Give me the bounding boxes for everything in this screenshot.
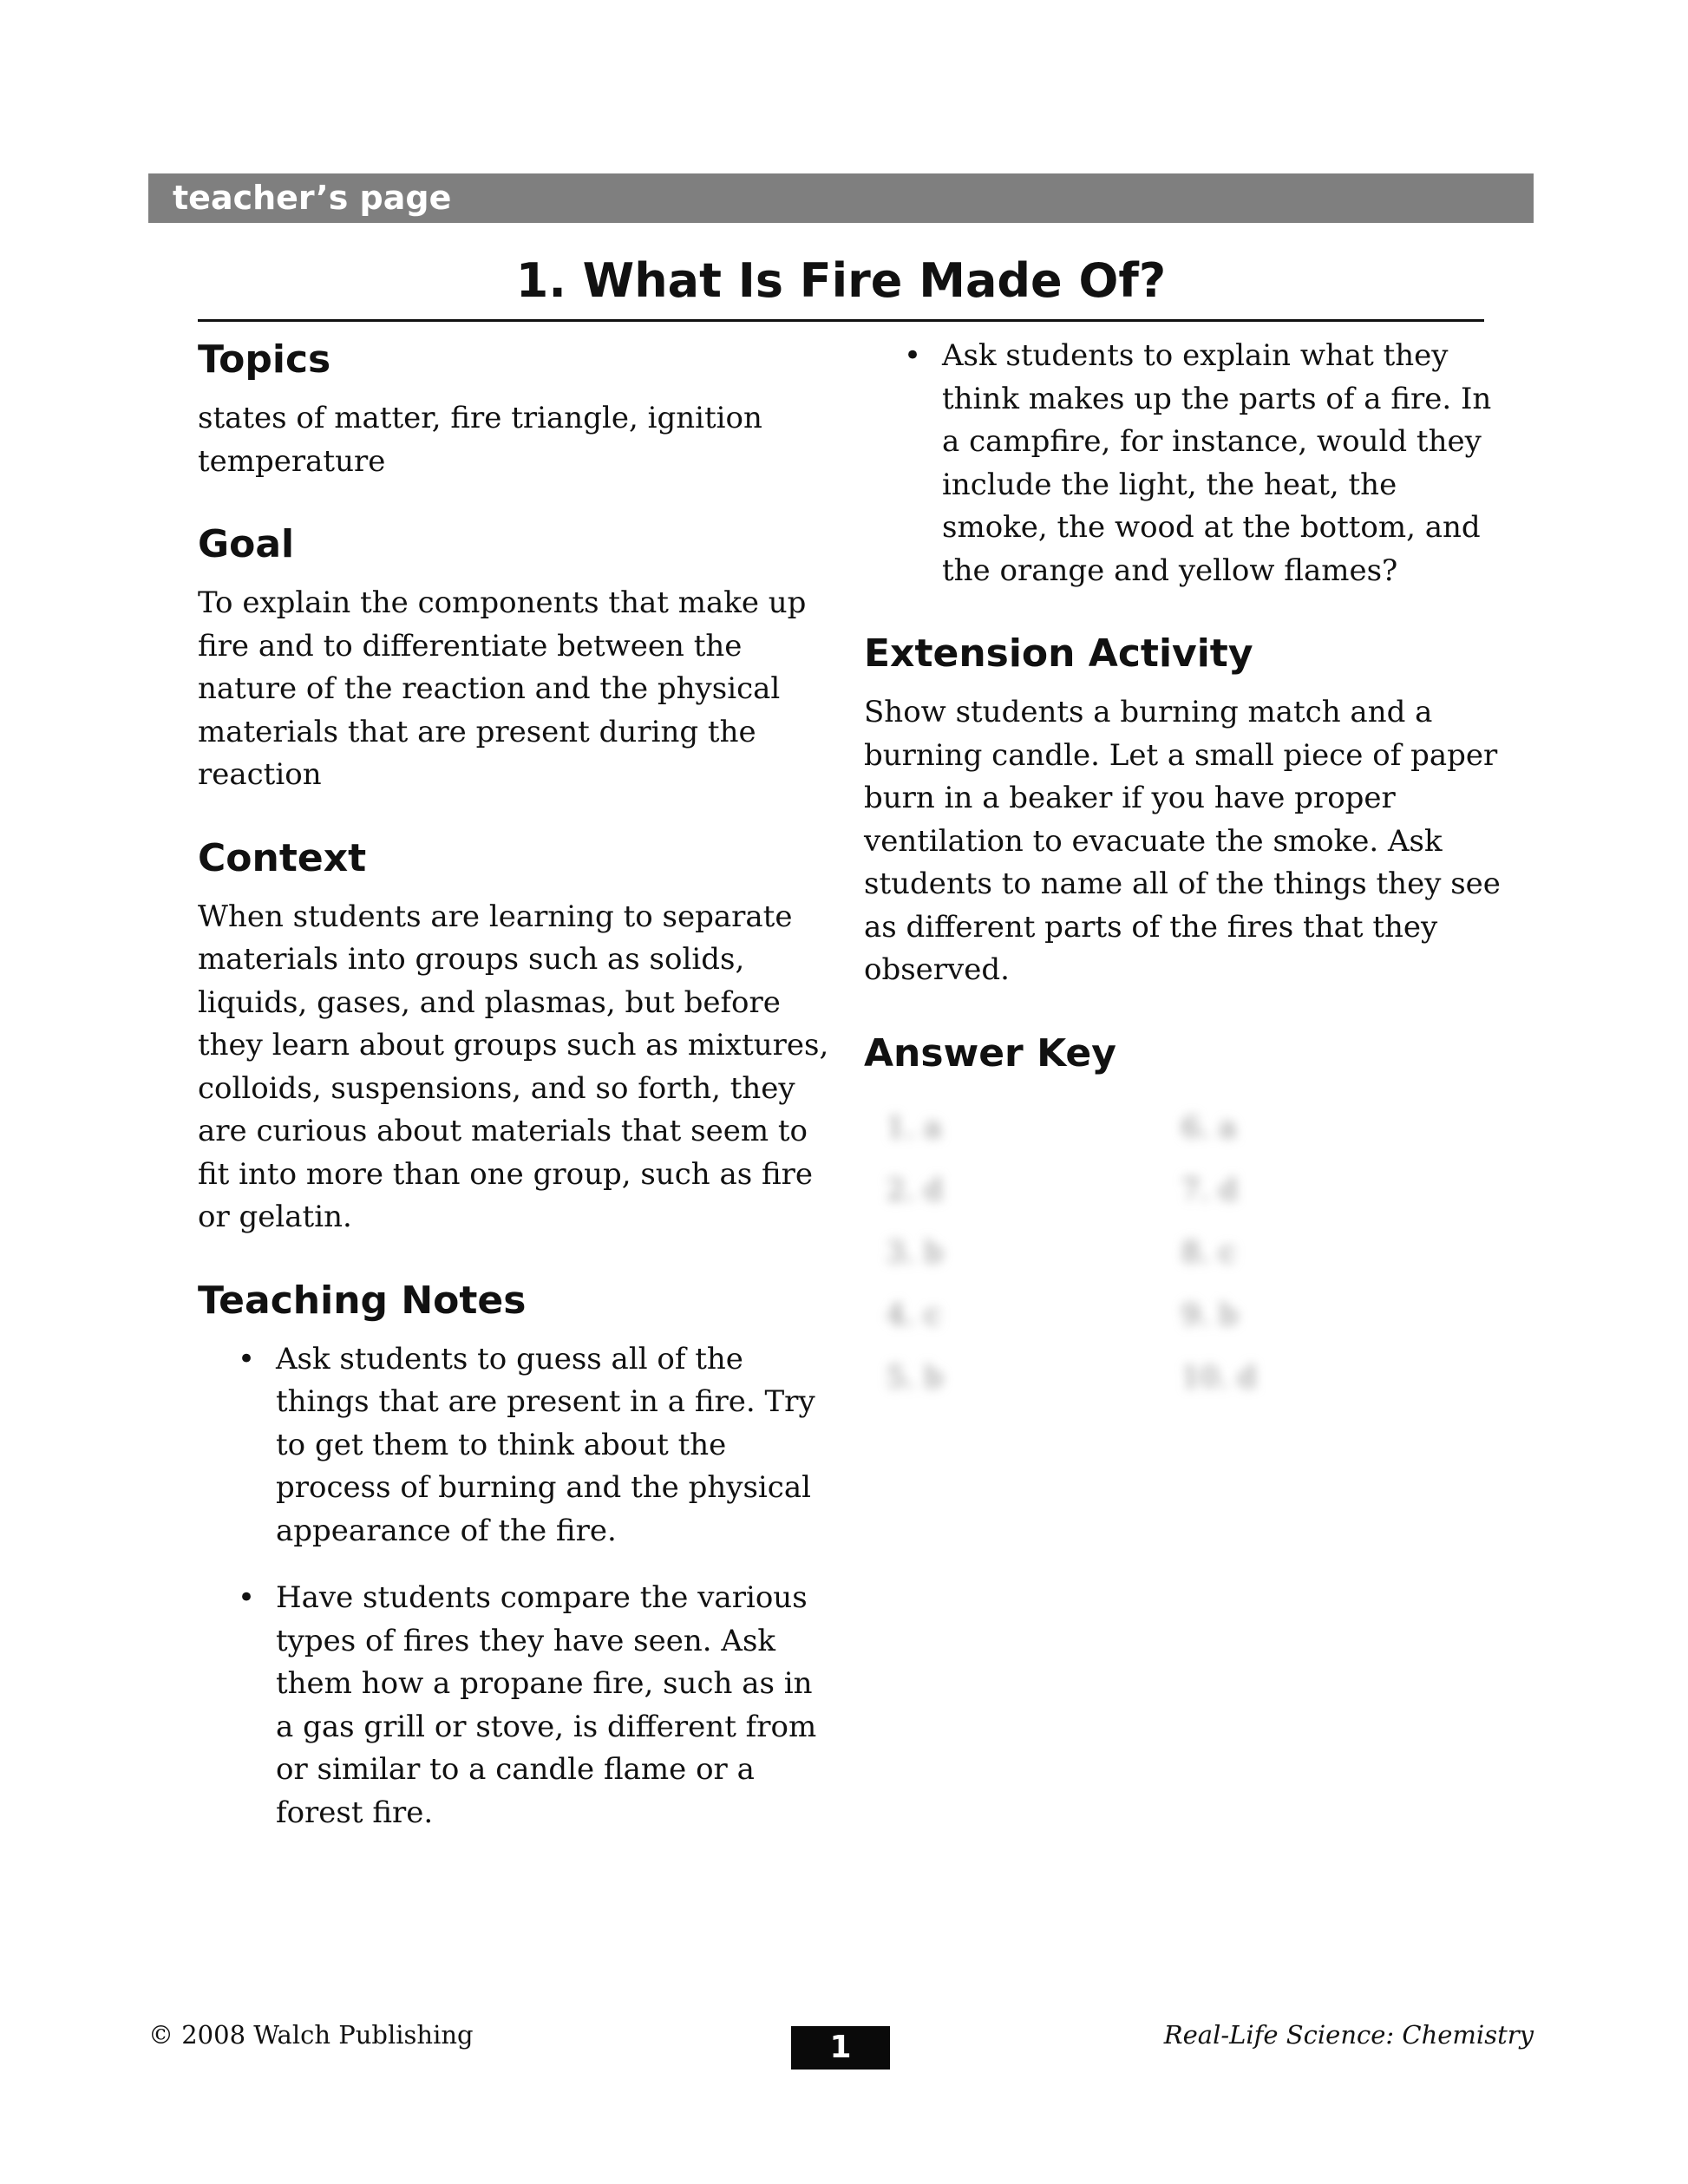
extension-activity-heading: Extension Activity	[864, 631, 1253, 676]
answer-item: 4. c	[887, 1297, 941, 1332]
list-item-text: Have students compare the various types of fires they have seen. Ask them how a propane fire, such as in a gas grill or stove, is different from or similar to a candle flame or a forest fire.	[276, 1580, 817, 1830]
list-item	[864, 335, 1506, 592]
list-item	[198, 1338, 835, 1553]
list-item	[198, 1577, 835, 1834]
extension-activity-text: Show students a burning match and a burning candle. Let a small piece of paper burn in a beaker if you have proper ventilation to evacuate the smoke. Ask students to name all of the things they see as different parts of the fires that they observed.	[864, 695, 1501, 987]
topics-text: states of matter, fire triangle, ignition temperature	[198, 401, 762, 479]
bullet-icon: •	[238, 1580, 256, 1615]
list-item-text: Ask students to guess all of the things that are present in a fire. Try to get them to think about the process of burning and the physical appearance of the fire.	[276, 1341, 815, 1548]
goal-heading: Goal	[198, 522, 295, 566]
left-column	[198, 335, 835, 1871]
answer-item: 5. b	[887, 1359, 944, 1395]
bullet-icon: •	[904, 338, 922, 373]
topics-heading: Topics	[198, 337, 331, 382]
context-heading: Context	[198, 835, 367, 880]
answer-item: 2. d	[887, 1172, 944, 1207]
answer-item: 7. d	[1181, 1172, 1239, 1207]
page-number: 1	[791, 2026, 890, 2070]
answer-item: 8. c	[1181, 1234, 1236, 1270]
list-item-text: Ask students to explain what they think makes up the parts of a fire. In a campfire, for instance, would they include the light, the heat, the smoke, the wood at the bottom, and the orange and yellow flames?	[942, 338, 1492, 588]
book-title: Real-Life Science: Chemistry	[1163, 2020, 1534, 2050]
copyright-text: © 2008 Walch Publishing	[148, 2020, 474, 2050]
answer-item: 1. a	[887, 1109, 942, 1145]
title-divider	[198, 319, 1484, 322]
teaching-notes-heading: Teaching Notes	[198, 1278, 527, 1323]
answer-item: 10. d	[1181, 1359, 1257, 1395]
bullet-icon: •	[238, 1341, 256, 1376]
page-title: 1. What Is Fire Made Of?	[515, 253, 1167, 308]
teaching-notes-list	[198, 1338, 835, 1835]
header-bar	[148, 173, 1534, 223]
answer-key-grid	[887, 1102, 1506, 1403]
answer-item: 9. b	[1181, 1297, 1239, 1332]
answer-key-heading: Answer Key	[864, 1030, 1116, 1076]
right-column	[864, 335, 1506, 1403]
answer-item: 6. a	[1181, 1109, 1237, 1145]
goal-text: To explain the components that make up fire and to differentiate between the nature of the reaction and the physical materials that are present during the reaction	[198, 585, 807, 792]
teaching-notes-list-continued	[864, 335, 1506, 592]
context-text: When students are learning to separate materials into groups such as solids, liquids, gases, and plasmas, but before they learn about groups such as mixtures, colloids, suspensions, and so forth, they are curious about materials that seem to fit into more than one group, such as fire or gelatin.	[198, 899, 829, 1234]
header-label: teacher’s page	[173, 179, 452, 217]
answer-item: 3. b	[887, 1234, 944, 1270]
